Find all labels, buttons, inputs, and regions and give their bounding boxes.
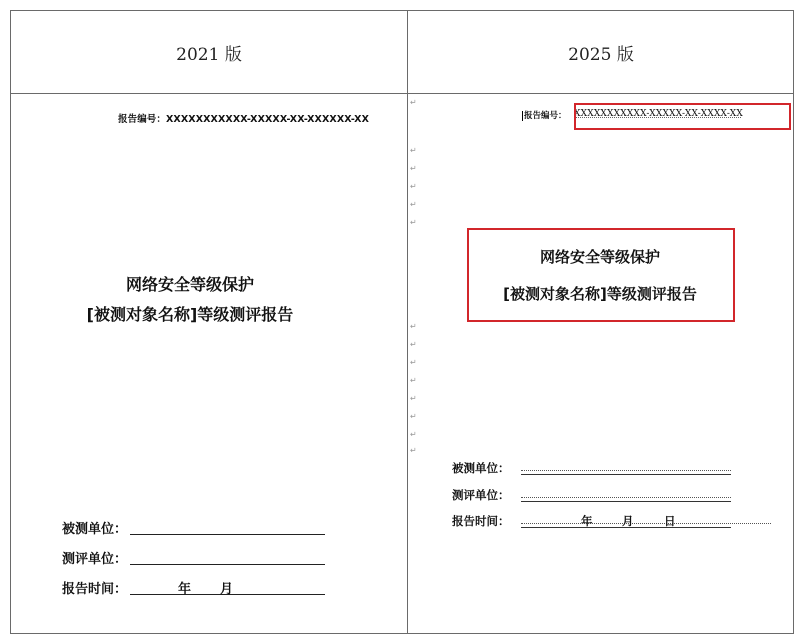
left-line-evaluator [130,564,325,565]
paragraph-mark: ↵ [410,322,417,331]
right-report-number-label [522,109,567,121]
right-title-line1: 网络安全等级保护 [539,248,660,266]
paragraph-mark: ↵ [410,218,417,227]
left-field-evaluator: 测评单位： [62,552,128,567]
paragraph-mark: ↵ [410,182,417,191]
paragraph-mark: ↵ [410,358,417,367]
right-day-label: 日 [664,514,676,528]
left-title-line2: [被测对象名称]等级测评报告 [86,305,294,324]
paragraph-mark: ↵ [410,98,417,107]
left-field-tested-unit: 被测单位： [62,522,128,537]
left-year-label: 年 [178,582,192,597]
header-2021: 2021 版 [176,44,242,65]
left-title-line1: 网络安全等级保护 [125,275,254,294]
paragraph-mark: ↵ [410,340,417,349]
paragraph-mark: ↵ [410,376,417,385]
right-field-report-time: 报告时间： [452,514,510,528]
right-year-label: 年 [581,514,593,528]
right-line-evaluator-dotted [521,497,731,498]
text-cursor: 报告编号： [524,111,567,121]
paragraph-mark: ↵ [410,164,417,173]
right-title-line2: [被测对象名称]等级测评报告 [503,285,697,303]
paragraph-mark: ↵ [410,446,417,455]
highlight-box-title [467,228,735,322]
left-field-report-time: 报告时间： [62,582,128,597]
right-month-label: 月 [622,514,634,528]
header-2025: 2025 版 [568,44,634,65]
paragraph-mark: ↵ [410,200,417,209]
left-month-label: 月 [220,582,234,597]
paragraph-mark: ↵ [410,430,417,439]
paragraph-mark: ↵ [410,394,417,403]
right-line-report-time-dotted [521,523,771,524]
column-divider [407,11,408,633]
right-line-tested-unit-dotted [521,470,731,471]
right-report-number-value: XXXXXXXXXXX-XXXXX-XX-XXXX-XX [574,109,743,119]
paragraph-mark: ↵ [410,146,417,155]
paragraph-mark: ↵ [410,412,417,421]
right-field-evaluator: 测评单位： [452,488,510,502]
left-line-tested-unit [130,534,325,535]
right-line-tested-unit [521,474,731,475]
right-line-evaluator [521,501,731,502]
right-field-tested-unit: 被测单位： [452,461,510,475]
highlight-box-report-number [574,103,791,130]
left-report-number: 报告编号：XXXXXXXXXXX-XXXXX-XX-XXXXXX-XX [118,114,370,125]
